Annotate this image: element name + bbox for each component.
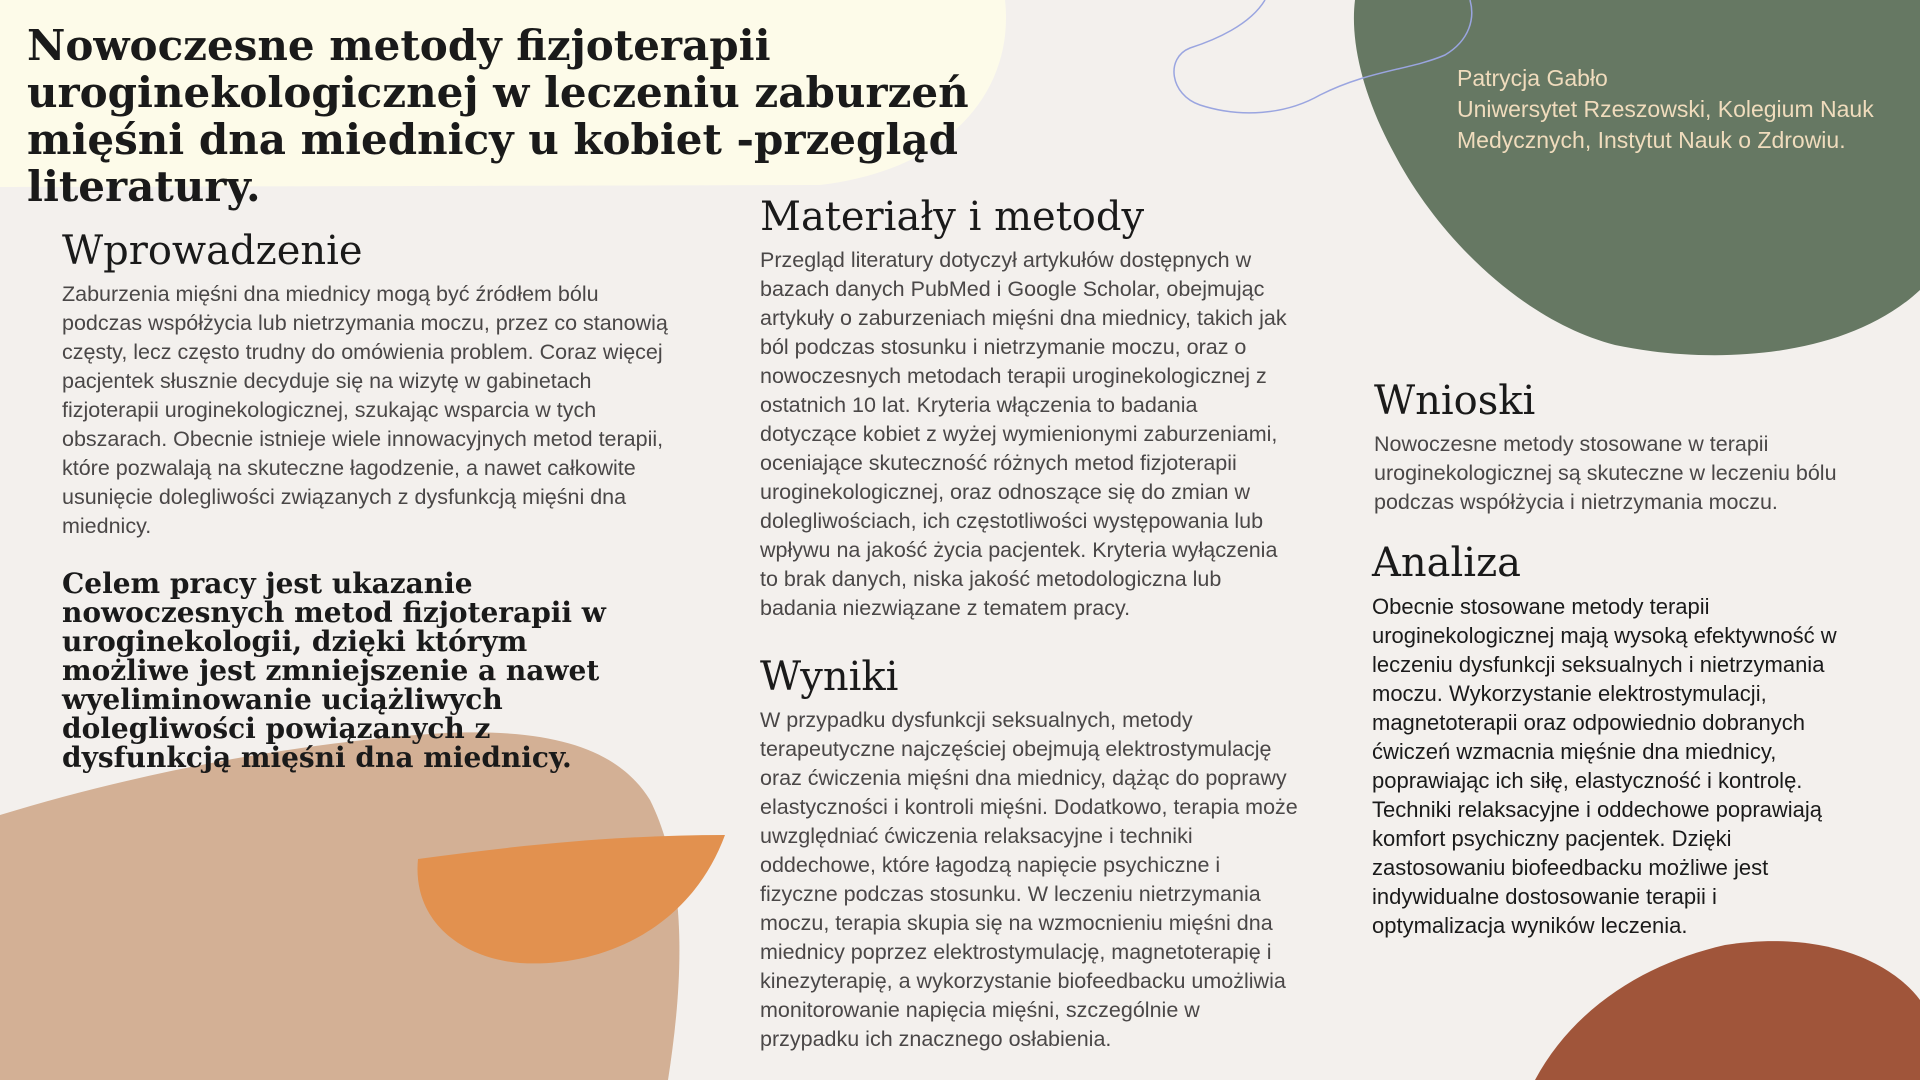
results-section xyxy=(760,654,1300,1054)
results-text: W przypadku dysfunkcji seksualnych, metody terapeutyczne najczęściej obejmują elektrostymulację oraz ćwiczenia mięśni dna miednicy, dążąc do poprawy elastyczności i kontroli mięśni. Dodatkowo, terapia może uwzględniać ćwiczenia relaksacyjne i techniki oddechowe, które łagodzą napięcie psychiczne i fizyczne podczas stosunku. W leczeniu nietrzymania moczu, terapia skupia się na wzmocnieniu mięśni dna miednicy poprzez elektrostymulację, magnetoterapię i kinezyterapię, a wykorzystanie biofeedbacku umożliwia monitorowanie napięcia mięśni, szczególnie w przypadku ich znacznego osłabienia. xyxy=(760,708,1298,1051)
author-block xyxy=(1457,63,1897,156)
conclusions-section xyxy=(1374,378,1859,517)
results-heading: Wyniki xyxy=(760,654,899,700)
author-affiliation: Uniwersytet Rzeszowski, Kolegium Nauk Medycznych, Instytut Nauk o Zdrowiu. xyxy=(1457,96,1874,153)
aim-statement: Celem pracy jest ukazanie nowoczesnych metod fizjoterapii w uroginekologii, dzięki którym możliwe jest zmniejszenie a nawet wyeliminowanie uciążliwych dolegliwości powiązanych z dysfunkcją mięśni dna miednicy. xyxy=(62,567,606,774)
author-name: Patrycja Gabło xyxy=(1457,65,1608,91)
conclusions-heading: Wnioski xyxy=(1374,378,1536,424)
intro-section xyxy=(62,228,682,772)
analysis-heading: Analiza xyxy=(1372,540,1522,586)
methods-text: Przegląd literatury dotyczył artykułów dostępnych w bazach danych PubMed i Google Scholar, obejmując artykuły o zaburzeniach mięśni dna miednicy, takich jak ból podczas stosunku i nietrzymanie moczu, oraz o nowoczesnych metodach terapii uroginekologicznej z ostatnich 10 lat. Kryteria włączenia to badania dotyczące kobiet z wyżej wymienionymi zaburzeniami, oceniające skuteczność różnych metod fizjoterapii uroginekologicznej, oraz odnoszące się do zmian w dolegliwościach, ich częstotliwości występowania lub wpływu na jakość życia pacjentek. Kryteria wyłączenia to brak danych, niska jakość metodologiczna lub badania niezwiązane z tematem pracy. xyxy=(760,248,1287,620)
green-blob xyxy=(1354,0,1920,355)
poster-title: Nowoczesne metody fizjoterapii uroginekologicznej w leczeniu zaburzeń mięśni dna miednicy u kobiet -przegląd literatury. xyxy=(27,21,969,211)
intro-heading: Wprowadzenie xyxy=(62,228,363,274)
analysis-section xyxy=(1372,540,1852,940)
intro-text: Zaburzenia mięśni dna miednicy mogą być źródłem bólu podczas współżycia lub nietrzymania moczu, przez co stanowią częsty, lecz często trudny do omówienia problem. Coraz więcej pacjentek słusznie decyduje się na wizytę w gabinetach fizjoterapii uroginekologicznej, szukając wsparcia w tych obszarach. Obecnie istnieje wiele innowacyjnych metod terapii, które pozwalają na skuteczne łagodzenie, a nawet całkowite usunięcie dolegliwości związanych z dysfunkcją mięśni dna miednicy. xyxy=(62,282,668,538)
methods-section xyxy=(760,194,1300,623)
conclusions-text: Nowoczesne metody stosowane w terapii uroginekologicznej są skuteczne w leczeniu bólu podczas współżycia i nietrzymania moczu. xyxy=(1374,432,1837,514)
methods-heading: Materiały i metody xyxy=(760,194,1145,240)
rust-blob xyxy=(1535,941,1920,1080)
analysis-text: Obecnie stosowane metody terapii uroginekologicznej mają wysoką efektywność w leczeniu dysfunkcji seksualnych i nietrzymania moczu. Wykorzystanie elektrostymulacji, magnetoterapii oraz odpowiednio dobranych ćwiczeń wzmacnia mięśnie dna miednicy, poprawiając ich siłę, elastyczność i kontrolę. Techniki relaksacyjne i oddechowe poprawiają komfort psychiczny pacjentek. Dzięki zastosowaniu biofeedbacku możliwe jest indywidualne dostosowanie terapii i optymalizacja wyników leczenia. xyxy=(1372,594,1837,938)
